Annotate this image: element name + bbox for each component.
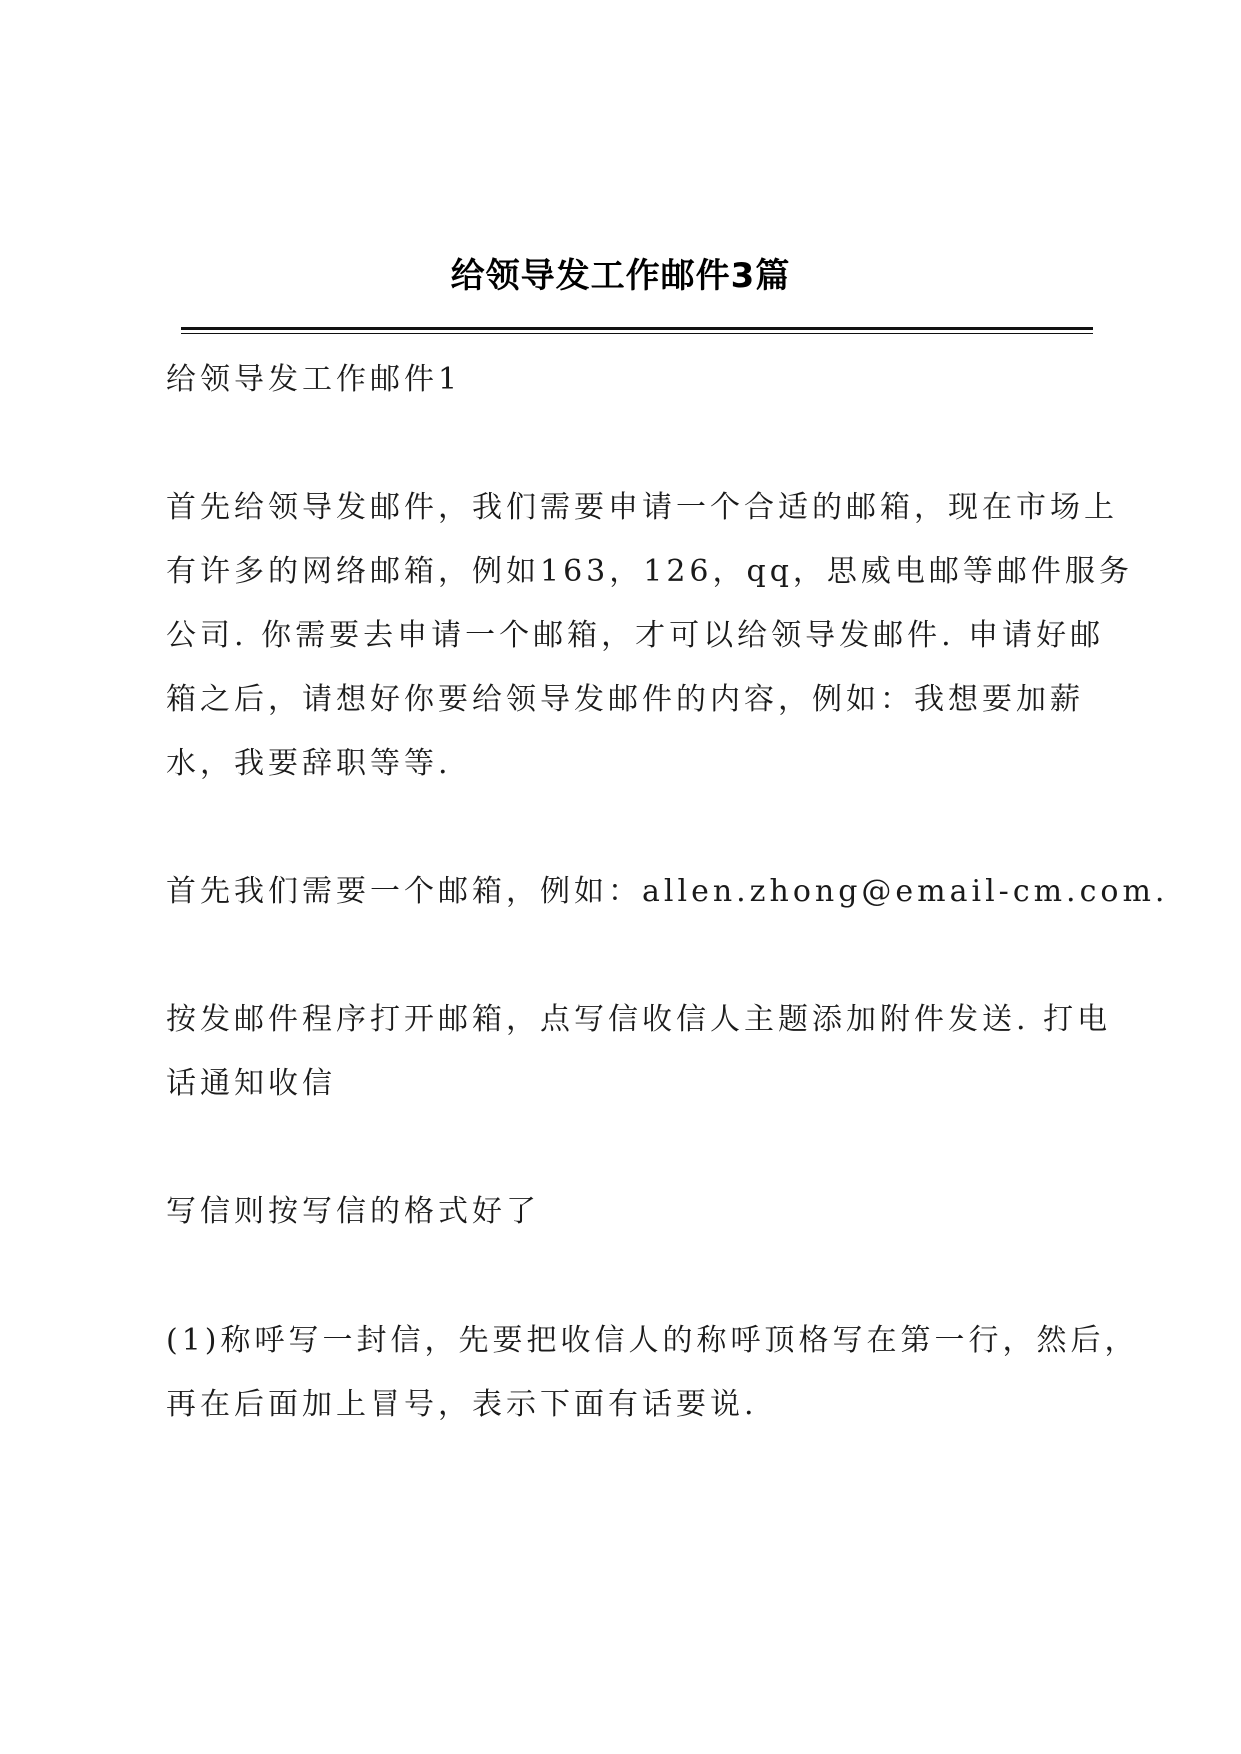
paragraph-1-line: 箱之后，请想好你要给领导发邮件的内容，例如：我想要加薪 xyxy=(166,682,1084,717)
paragraph-1-line: 首先给领导发邮件，我们需要申请一个合适的邮箱，现在市场上 xyxy=(166,490,1118,525)
paragraph-5 xyxy=(166,1309,1139,1437)
paragraph-1-line: 水，我要辞职等等. xyxy=(166,746,452,781)
paragraph-3-line: 话通知收信 xyxy=(166,1066,336,1101)
document-title: 给领导发工作邮件3篇 xyxy=(450,256,791,296)
section-heading xyxy=(166,348,1096,412)
paragraph-1 xyxy=(166,476,1133,796)
paragraph-3 xyxy=(166,988,1112,1116)
paragraph-2 xyxy=(166,860,1169,924)
section-heading-text: 给领导发工作邮件1 xyxy=(166,362,462,397)
title-underline-thin xyxy=(181,333,1093,334)
paragraph-4 xyxy=(166,1180,1096,1244)
title-underline-thick xyxy=(181,327,1093,330)
paragraph-5-line: 再在后面加上冒号，表示下面有话要说. xyxy=(166,1387,758,1422)
paragraph-4-line: 写信则按写信的格式好了 xyxy=(166,1194,540,1229)
paragraph-1-line: 公司. 你需要去申请一个邮箱，才可以给领导发邮件. 申请好邮 xyxy=(166,618,1105,653)
paragraph-3-line: 按发邮件程序打开邮箱，点写信收信人主题添加附件发送. 打电 xyxy=(166,1002,1112,1037)
paragraph-5-line: (1)称呼写一封信，先要把收信人的称呼顶格写在第一行，然后， xyxy=(166,1323,1139,1358)
paragraph-2-line: 首先我们需要一个邮箱，例如：allen.zhong@email-cm.com. xyxy=(166,874,1169,909)
paragraph-1-line: 有许多的网络邮箱，例如163，126，qq，思威电邮等邮件服务 xyxy=(166,554,1133,589)
